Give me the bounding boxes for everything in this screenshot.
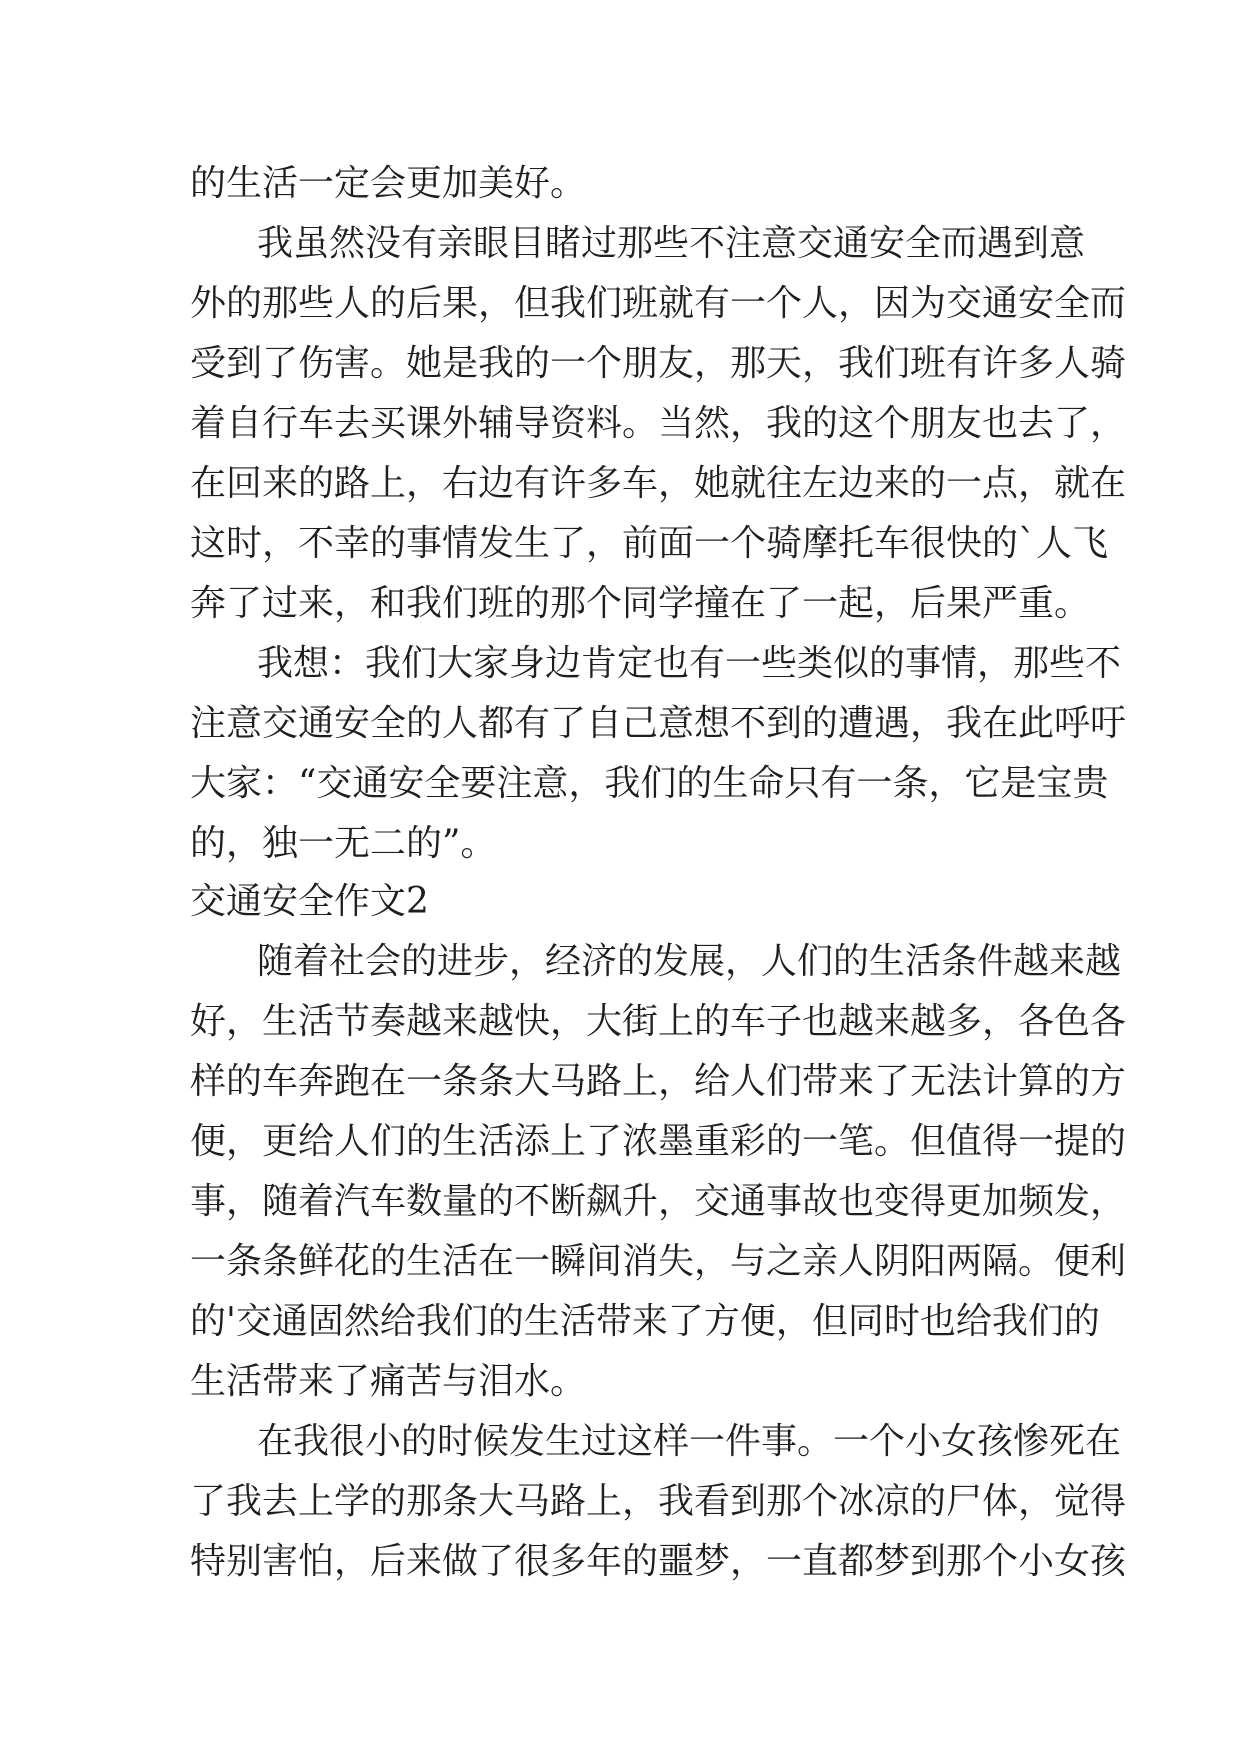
- text-line: 生活带来了痛苦与泪水。: [190, 1361, 587, 1402]
- text-line: 这时，不幸的事情发生了，前面一个骑摩托车很快的`人飞: [190, 523, 1109, 564]
- paragraph-first-line: 随着社会的进步，经济的发展，人们的生活条件越来越: [257, 941, 1122, 982]
- text-line: 着自行车去买课外辅导资料。当然，我的这个朋友也去了，: [190, 403, 1127, 444]
- text-line: 受到了伤害。她是我的一个朋友，那天，我们班有许多人骑: [190, 343, 1127, 384]
- text-line: 一条条鲜花的生活在一瞬间消失，与之亲人阴阳两隔。便利: [190, 1241, 1127, 1282]
- text-line: 的生活一定会更加美好。: [190, 163, 587, 204]
- section-heading: 交通安全作文2: [190, 881, 429, 922]
- text-line: 大家：“交通安全要注意，我们的生命只有一条，它是宝贵: [190, 763, 1109, 804]
- text-line: 注意交通安全的人都有了自己意想不到的遭遇，我在此呼吁: [190, 703, 1127, 744]
- text-line: 在回来的路上，右边有许多车，她就往左边来的一点，就在: [190, 463, 1127, 504]
- paragraph-first-line: 在我很小的时候发生过这样一件事。一个小女孩惨死在: [257, 1421, 1122, 1462]
- text-line: 事，随着汽车数量的不断飙升，交通事故也变得更加频发，: [190, 1181, 1127, 1222]
- text-line: 了我去上学的那条大马路上，我看到那个冰凉的尸体，觉得: [190, 1481, 1127, 1522]
- text-line: 便，更给人们的生活添上了浓墨重彩的一笔。但值得一提的: [190, 1121, 1127, 1162]
- text-line: 的，独一无二的”。: [190, 823, 497, 864]
- text-line: 奔了过来，和我们班的那个同学撞在了一起，后果严重。: [190, 583, 1091, 624]
- paragraph-first-line: 我想：我们大家身边肯定也有一些类似的事情，那些不: [257, 643, 1122, 684]
- text-line: 外的那些人的后果，但我们班就有一个人，因为交通安全而: [190, 283, 1127, 324]
- text-line: 好，生活节奏越来越快，大街上的车子也越来越多，各色各: [190, 1001, 1127, 1042]
- text-line: 样的车奔跑在一条条大马路上，给人们带来了无法计算的方: [190, 1061, 1127, 1102]
- text-line: 的'交通固然给我们的生活带来了方便，但同时也给我们的: [190, 1301, 1100, 1342]
- paragraph-first-line: 我虽然没有亲眼目睹过那些不注意交通安全而遇到意: [257, 223, 1086, 264]
- text-line: 特别害怕，后来做了很多年的噩梦，一直都梦到那个小女孩: [190, 1541, 1127, 1582]
